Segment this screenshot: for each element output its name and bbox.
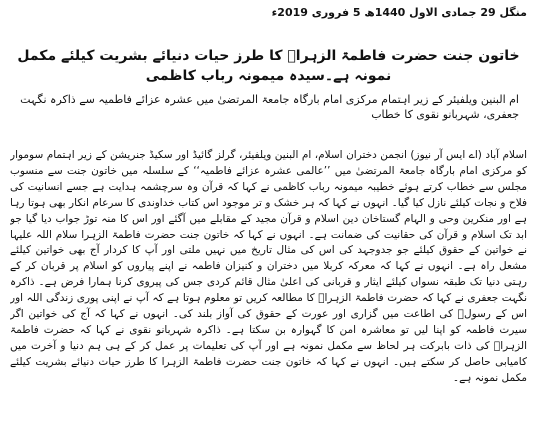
article-body-text: اسلام آباد (اے ایس آر نیوز) انجمن دختران اسلام، ام البنین ویلفیئر، گرلز گائیڈ اور سکیڈ جنریشن کے زیر اہتمام سوموار کو مرکزی امام بارگاہ جامعۃ المرتضیٰ میں ’’عالمی عشرہ عزائے فاطمیہ‘‘ کے سلسلہ میں خاتون جنت سے منسوب مجلس سے خطاب کرتے ہوئے خطیبہ میمونہ رباب کاظمی نے کہا کہ قرآن وہ سرچشمہ ہدایت ہے جسے انسانیت کی فلاح و نجات کیلئے نازل کیا گیا۔ انہوں نے کہا کہ ہر خشک و تر موجود اس کتاب خداوندی کا سرعام انکار بھی ہوتا رہا ہے اور منکرین وحی و الہام گستاخان دین اسلام و قرآن مجید کے مقابلے میں آگئے اور اس کا منہ توڑ جواب دیا گیا جو ابد تک اسلام و قرآن کی حقانیت کی ضمانت ہے۔ انہوں نے کہا کہ خاتون جنت حضرت فاطمۃ الزہرا سلام اللہ علیہا نے خواتین کے حقوق کیلئے جو جدوجہد کی اس کی مثال تاریخ میں نہیں ملتی اور آپ کا کردار آج بھی خواتین کیلئے مشعل راہ ہے۔ انہوں نے کہا کہ معرکہ کربلا میں دختران و کنیزان فاطمہ نے اپنے پیاروں کو اسلام پر قربان کر کے رہتی دنیا تک طبقہ نسواں کیلئے ایثار و قربانی کی اعلیٰ مثال قائم کردی جس کی پیروی کرنا ہمارا فرض ہے۔ ذاکرہ نگہت جعفری نے کہا کہ حضرت فاطمۃ الزہراؑ کا مطالعہ کریں تو معلوم ہوتا ہے کہ آپ نے اپنی پوری زندگی اللہ اور اس کے رسولؐ کی اطاعت میں گزاری اور عورت کے حقوق کی آواز بلند کی۔ انہوں نے کہا کہ آج کی خواتین اگر سیرت فاطمہ کو اپنا لیں تو معاشرہ امن کا گہوارہ بن سکتا ہے۔ ذاکرہ شہربانو نقوی نے کہا کہ حضرت فاطمۃ الزہراؑ کی ذات بابرکت ہر لحاظ سے مکمل نمونہ ہے اور آپ کی تعلیمات پر عمل کر کے ہی ہم دنیا و آخرت میں کامیابی حاصل کر سکتے ہیں۔ انہوں نے کہا کہ خاتون جنت حضرت فاطمۃ الزہرا کا طرز حیات دنیائے بشریت کیلئے مکمل نمونہ ہے۔ — [10, 149, 527, 384]
subheadline: ام البنین ویلفیئر کے زیر اہتمام مرکزی امام بارگاہ جامعۃ المرتضیٰ میں عشرہ عزائے فاطمیہ سے ذاکرہ نگہت جعفری، شہربانو نقوی کا خطاب — [20, 93, 519, 121]
headline: خاتون جنت حضرت فاطمۃ الزہراؑ کا طرز حیات دنیائے بشریت کیلئے مکمل نمونہ ہے۔سیدہ میمونہ رباب کاظمی — [17, 48, 520, 84]
article-body — [10, 148, 527, 432]
dateline: منگل 29 جمادی الاول 1440ھ 5 فروری 2019ء — [271, 6, 527, 19]
